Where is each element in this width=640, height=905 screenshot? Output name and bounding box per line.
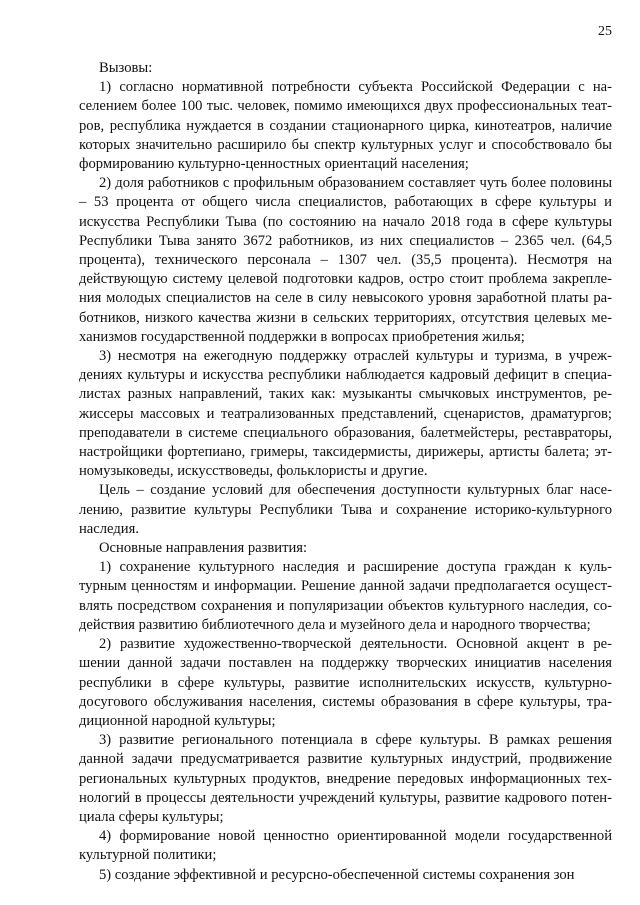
paragraph-goal: Цель – создание условий для обеспечения доступности культурных благ населению, развитие культуры Республики Тыва и сохранение историко-культурного наследия. bbox=[79, 482, 612, 537]
paragraph-direction-2: 2) развитие художественно-творческой деятельности. Основной акцент в решении данной задачи поставлен на поддержку творческих инициатив населения республики в сфере культуры, развитие исполнительских искусств, культурно-досугового обслуживания населения, системы образования в сфере культуры, традиционной народной культуры; bbox=[79, 636, 612, 729]
paragraph-direction-1: 1) сохранение культурного наследия и расширение доступа граждан к культурным ценностям и информации. Решение данной задачи предполагается осуществлять посредством сохранения и популяризации объектов культурного наследия, содействия развитию библиотечного дела и музейного дела и народного творчества; bbox=[79, 559, 612, 633]
document-body bbox=[79, 59, 612, 885]
page-number: 25 bbox=[598, 24, 612, 39]
paragraph-direction-3: 3) развитие регионального потенциала в сфере культуры. В рамках решения данной задачи предусматривается развитие культурных индустрий, продвижение региональных культурных продуктов, внедрение передовых информационных технологий в процессы деятельности учреждений культуры, развитие кадрового потенциала сферы культуры; bbox=[79, 732, 612, 825]
paragraph-direction-4: 4) формирование новой ценностно ориентированной модели государственной культурной политики; bbox=[79, 828, 612, 864]
paragraph-challenge-2: 2) доля работников с профильным образованием составляет чуть более половины – 53 процента от общего числа специалистов, работающих в сфере культуры и искусства Республики Тыва (по состоянию на начало 2018 года в сфере культуры Республики Тыва занято 3672 работников, из них специалистов – 2365 чел. (64,5 процента), технического персонала – 1307 чел. (35,5 процента). Несмотря на действующую систему целевой подготовки кадров, остро стоит проблема закрепления молодых специалистов на селе в силу невысокого уровня заработной платы работников, низкого качества жизни в сельских территориях, отсутствия целевых механизмов государственной поддержки в вопросах приобретения жилья; bbox=[79, 175, 612, 345]
paragraph-challenge-3: 3) несмотря на ежегодную поддержку отраслей культуры и туризма, в учреждениях культуры и искусства республики наблюдается кадровый дефицит в специалистах разных направлений, таких как: музыканты смычковых инструментов, режиссеры массовых и театрализованных представлений, сценаристов, драматургов; преподаватели в системе специального образования, балетмейстеры, реставраторы, настройщики фортепиано, гримеры, таксидермисты, дирижеры, артисты балета; этномузыковеды, искусствоведы, фольклористы и другие. bbox=[79, 348, 612, 480]
paragraph-direction-5: 5) создание эффективной и ресурсно-обеспеченной системы сохранения зон bbox=[99, 866, 575, 883]
paragraph-directions-heading: Основные направления развития: bbox=[99, 540, 308, 557]
paragraph-challenge-1: 1) согласно нормативной потребности субъекта Российской Федерации с населением более 100 тыс. человек, помимо имеющихся двух профессиональных театров, республика нуждается в создании стационарного цирка, кинотеатров, наличие которых значительно расширило бы спектр культурных услуг и способствовало бы формированию культурно-ценностных ориентаций населения; bbox=[79, 79, 612, 173]
paragraph-challenges-heading: Вызовы: bbox=[99, 60, 153, 76]
